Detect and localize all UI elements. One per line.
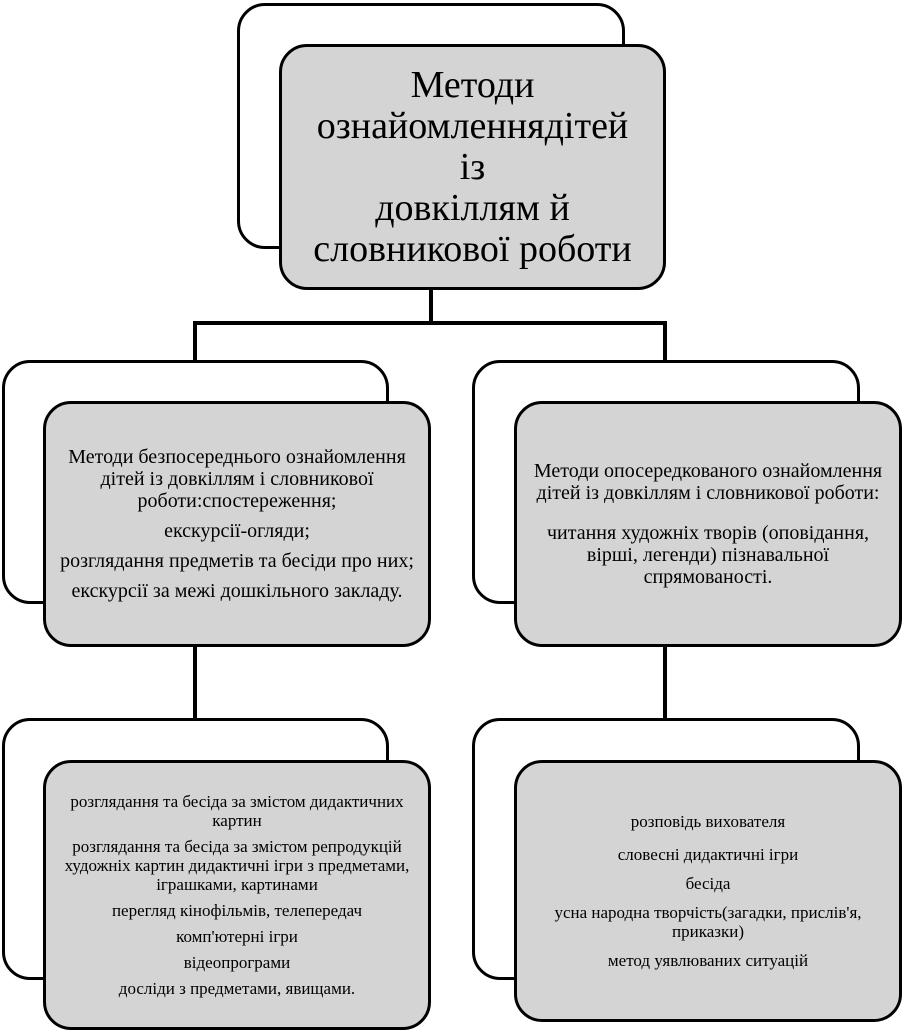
root-title-line-2: ознайомленнядітей із: [316, 104, 629, 188]
left-forms-item: відеопрограми: [183, 953, 291, 972]
right-methods-heading: Методи опосередкованого ознайомлення дітей із довкіллям і словникової роботи:: [533, 460, 883, 504]
right-forms-node: [514, 760, 902, 1022]
left-forms-item: досліди з предметами, явищами.: [118, 979, 356, 998]
root-title-line-3: довкіллям й: [375, 186, 570, 229]
left-forms-item: розглядання та бесіда за змістом репродукцій художніх картин дидактичні ігри з предметами, іграшками, картинами: [64, 837, 410, 894]
left-forms-node: [43, 760, 431, 1030]
root-title-line-1: Методи: [410, 63, 535, 106]
right-methods-node: [514, 401, 902, 647]
left-methods-item: екскурсії за межі дошкільного закладу.: [71, 580, 403, 602]
root-node: [279, 44, 666, 290]
left-methods-heading: Методи безпосереднього ознайомлення дітей із довкіллям і словникової роботи:спостереження;: [68, 446, 406, 512]
left-forms-item: розглядання та бесіда за змістом дидактичних картин: [70, 792, 404, 830]
root-title-line-4: словникової роботи: [313, 227, 632, 270]
right-forms-item: бесіда: [685, 874, 731, 893]
right-methods-item: читання художніх творів (оповідання, вірші, легенди) пізнавальної спрямованості.: [546, 522, 870, 588]
left-methods-item: екскурсії-огляди;: [164, 520, 310, 542]
right-forms-item: усна народна творчість(загадки, прислів'я, приказки): [554, 903, 862, 941]
left-forms-item: перегляд кінофільмів, телепередач: [111, 901, 363, 920]
left-forms-item: комп'ютерні ігри: [176, 927, 298, 946]
left-methods-item: розглядання предметів та бесіди про них;: [60, 550, 414, 572]
connector-horizontal: [193, 321, 667, 325]
right-forms-item: метод уявлюваних ситуацій: [607, 951, 809, 970]
right-forms-item: розповідь вихователя: [630, 812, 786, 831]
left-methods-node: [43, 401, 431, 647]
right-forms-item: словесні дидактичні ігри: [617, 845, 799, 864]
